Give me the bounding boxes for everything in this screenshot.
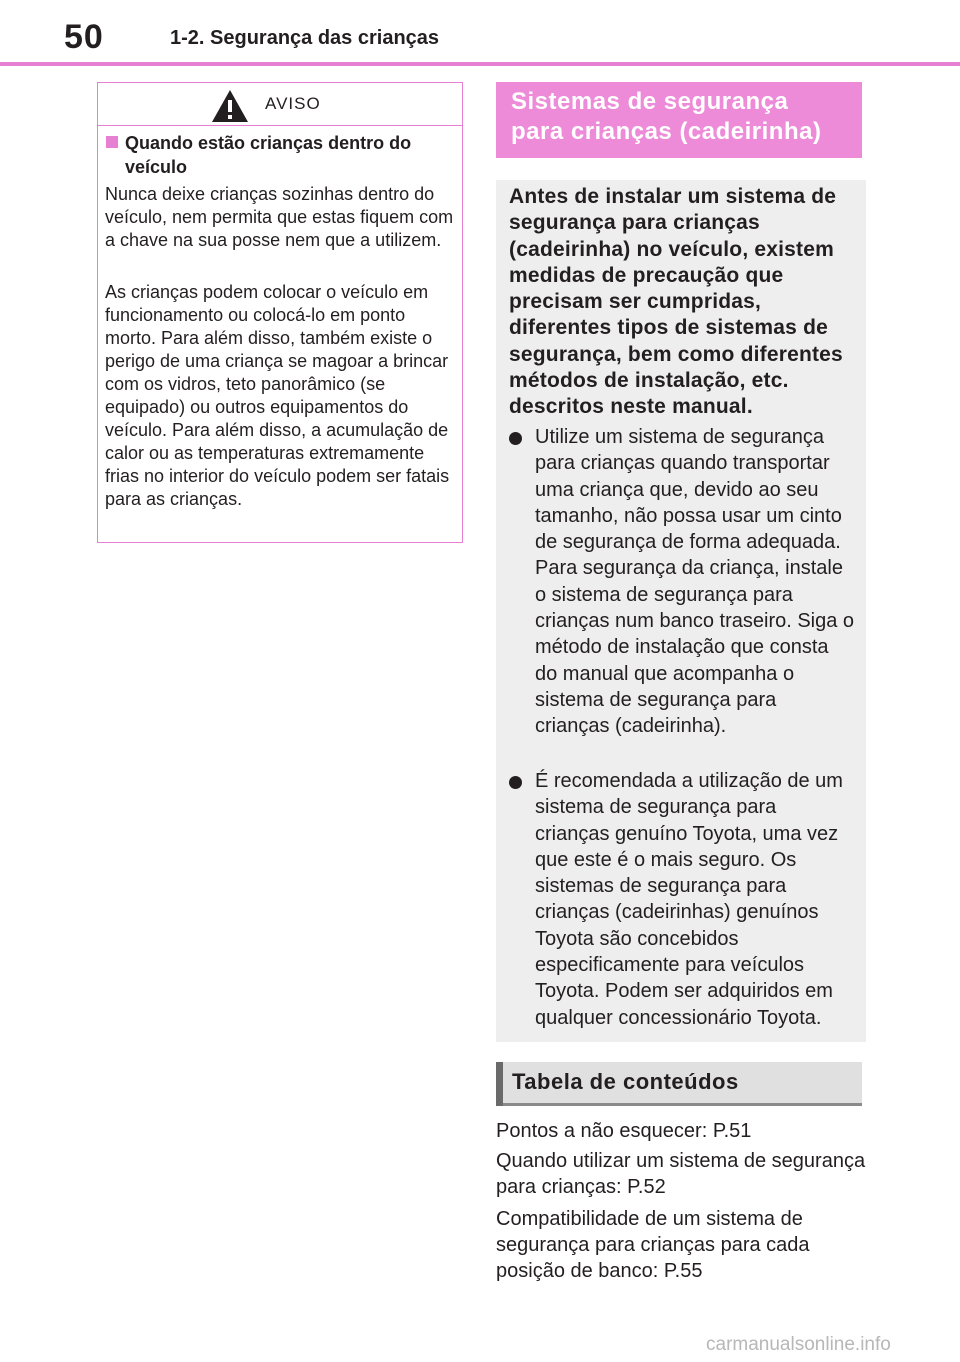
warning-triangle-icon: [211, 89, 249, 123]
warning-subheading: [106, 131, 456, 179]
warning-subheading-text: Quando estão crianças dentro do veículo: [125, 133, 412, 177]
page-header: [0, 0, 960, 64]
toc-title: Tabela de conteúdos: [512, 1069, 739, 1094]
toc-header-bar: [496, 1062, 503, 1106]
systems-banner: [496, 82, 862, 158]
list-item-text: É recomendada a utilização de um sistema de segurança para crianças genuíno Toyota, uma vez que este é o mais seguro. Os sistemas de segurança para crianças (cadeirinhas) genuínos Toyota são concebidos especificamente para veículos Toyota. Podem ser adquiridos em qualquer concessionário Toyota.: [535, 770, 843, 1029]
warning-paragraph: As crianças podem colocar o veículo em funcionamento ou colocá-lo em ponto morto. Para além disso, também existe o perigo de uma criança se magoar a brincar com os vidros, teto panorâmico (se equipado) ou outros equipamentos do veículo. Para além disso, a acumulação de calor ou as temperaturas extremamente frias no interior do veículo podem ser fatais para as crianças.: [105, 282, 450, 509]
toc-link-page-55[interactable]: Compatibilidade de um sistema de segurança para crianças para cada posição de banco: P.55: [496, 1208, 810, 1282]
toc-link-page-51[interactable]: Pontos a não esquecer: P.51: [496, 1120, 752, 1142]
bullet-icon: [509, 432, 522, 445]
list-item-text: Utilize um sistema de segurança para crianças quando transportar uma criança que, devido ao seu tamanho, não possa usar um cinto de segurança de forma adequada. Para segurança da criança, instale o sistema de segurança para crianças num banco traseiro. Siga o método de instalação que consta do manual que acompanha o sistema de segurança para crianças (cadeirinha).: [535, 426, 855, 738]
toc-header: [496, 1062, 862, 1106]
systems-banner-line1: Sistemas de segurança: [511, 88, 789, 115]
systems-banner-line2: para crianças (cadeirinha): [511, 118, 822, 145]
header-divider: [0, 62, 960, 66]
systems-intro: Antes de instalar um sistema de segurança para crianças (cadeirinha) no veículo, existem medidas de precaução que precisam ser cumpridas, diferentes tipos de sistemas de segurança, bem como diferentes métodos de instalação, etc. descritos neste manual.: [509, 185, 843, 419]
bullet-icon: [509, 776, 522, 789]
warning-box: [97, 82, 463, 543]
warning-title: AVISO: [265, 94, 321, 113]
warning-header: [98, 83, 462, 126]
watermark: carmanualsonline.info: [706, 1334, 891, 1355]
systems-info-box: [496, 180, 866, 1042]
square-bullet-icon: [106, 136, 118, 148]
warning-paragraph: Nunca deixe crianças sozinhas dentro do veículo, nem permita que estas fiquem com a chave na sua posse nem que a utilizem.: [105, 184, 454, 250]
toc-link-page-52[interactable]: Quando utilizar um sistema de segurança para crianças: P.52: [496, 1150, 866, 1198]
page-number: 50: [64, 18, 104, 56]
section-title: 1-2. Segurança das crianças: [170, 27, 440, 49]
